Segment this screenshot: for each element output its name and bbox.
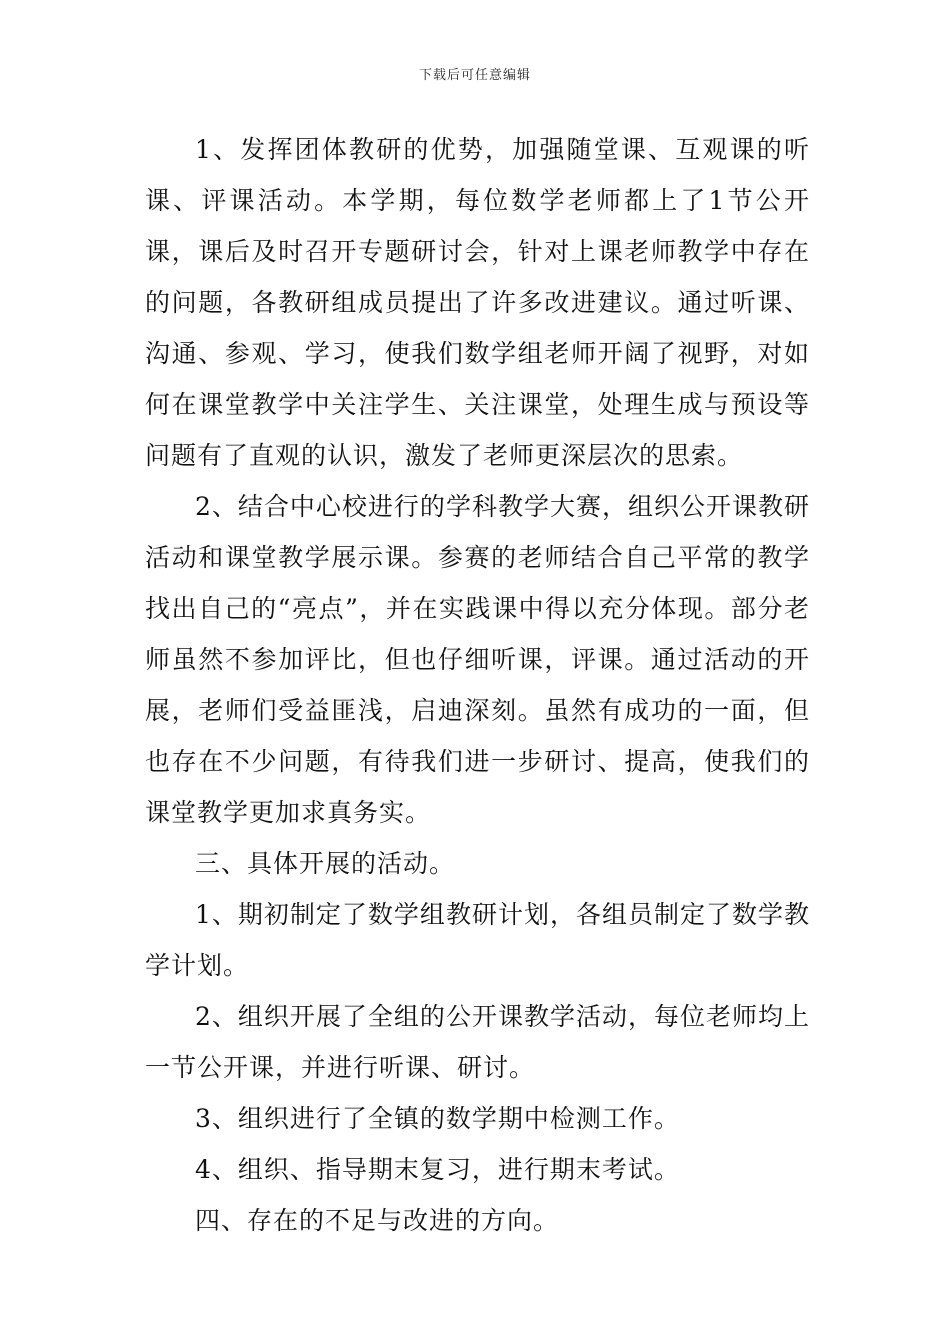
- page-header-note: 下载后可任意编辑: [418, 68, 531, 83]
- section-heading-shortcomings: 四、存在的不足与改进的方向。: [195, 1206, 560, 1235]
- list-item-midterm-test: 3、组织进行了全镇的数学期中检测工作。: [195, 1104, 680, 1133]
- paragraph-teaching-competition: 2、结合中心校进行的学科教学大赛，组织公开课教研活动和课堂教学展示课。参赛的老师结合自己平常的教学找出自己的“亮点”，并在实践课中得以充分体现。部分老师虽然不参加评比，但也仔细听课，评课。通过活动的开展，老师们受益匪浅，启迪深刻。虽然有成功的一面，但也存在不少问题，有待我们进一步研讨、提高，使我们的课堂教学更加求真务实。: [145, 492, 810, 827]
- paragraph-teaching-research-advantage: 1、发挥团体教研的优势，加强随堂课、互观课的听课、评课活动。本学期，每位数学老师都上了1节公开课，课后及时召开专题研讨会，针对上课老师教学中存在的问题，各教研组成员提出了许多改进建议。通过听课、沟通、参观、学习，使我们数学组老师开阔了视野，对如何在课堂教学中关注学生、关注课堂，处理生成与预设等问题有了直观的认识，激发了老师更深层次的思索。: [145, 135, 810, 470]
- list-item-research-plan: 1、期初制定了数学组教研计划，各组员制定了数学教学计划。: [145, 900, 810, 980]
- document-body: [145, 124, 810, 1246]
- list-item-final-review: 4、组织、指导期末复习，进行期末考试。: [195, 1155, 680, 1184]
- section-heading-activities: 三、具体开展的活动。: [195, 849, 456, 878]
- list-item-open-class: 2、组织开展了全组的公开课教学活动，每位老师均上一节公开课，并进行听课、研讨。: [145, 1002, 810, 1082]
